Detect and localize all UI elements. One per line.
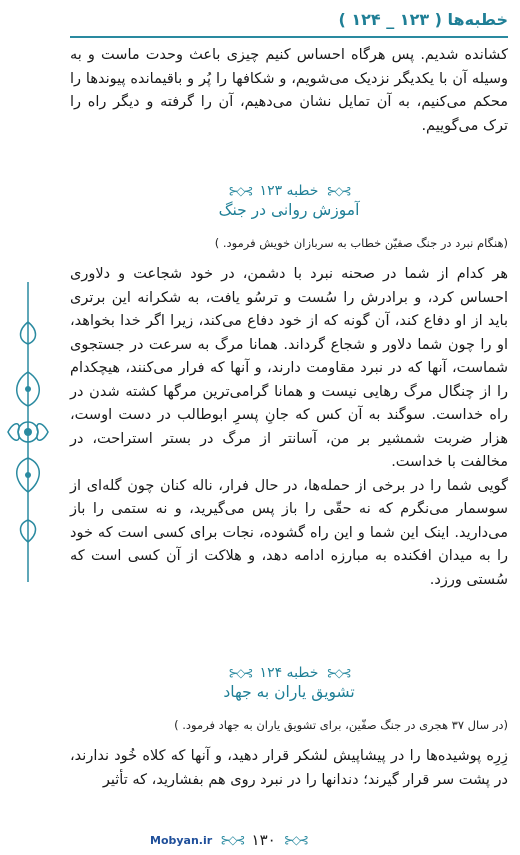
intro-paragraph — [70, 44, 508, 138]
sermon-124-title: تشویق یاران به جهاد — [223, 683, 355, 701]
sermon-124-heading — [70, 662, 508, 701]
site-link[interactable]: Mobyan.ir — [150, 833, 213, 847]
page-footer — [150, 831, 307, 849]
sermon-123-heading — [70, 180, 508, 219]
scroll-flourish-icon: ⊱◇⊰ — [228, 184, 252, 198]
fleur-de-lis-ornament-icon — [4, 282, 52, 582]
sermon-123-body — [70, 263, 508, 592]
sermon-124-note: (در سال ۳۷ هجری در جنگ صفّین، برای تشویق یاران به جهاد فرمود. ) — [174, 718, 508, 732]
scroll-flourish-icon: ⊱◇⊰ — [326, 666, 350, 680]
page-header — [70, 6, 508, 38]
sermon-124-body — [70, 745, 508, 792]
sermon-123-paragraph-1: هر کدام از شما در صحنه نبرد با دشمن، در خود شجاعت و دلاوری احساس کرد، و برادرش را سُست و ترسُو یافت، به شکرانه این برتری باید از او دفاع کند، آن گونه که از خود دفاع می‌کند، زیرا اگر خدا بخواهد، او را چون شما دلاور و شجاع گرداند. همانا مرگ به سرعت در جستجوی شماست، آنها که در نبرد مقاومت دارند، و آنها که فرار می‌کنند، هیچکدام را از چنگال مرگ رهایی نیست و همانا گرامی‌ترین مرگها کشته شدن در راه خداست. سوگند به آن کس که جانِ پسرِ ابوطالب در دست اوست، هزار ضربت شمشیر بر من، آسانتر از مرگ در بستر استراحت، در مخالفت با خداست. — [70, 266, 508, 470]
page-number: ۱۳۰ — [251, 831, 276, 849]
header-title: خطبه‌ها ( ۱۲۳ _ ۱۲۴ ) — [338, 10, 508, 29]
scroll-flourish-icon: ⊱◇⊰ — [228, 666, 252, 680]
intro-text: کشانده شدیم. پس هرگاه احساس کنیم چیزی باعث وحدت ماست و به وسیله آن با یکدیگر نزدیک می‌شویم، و شکافها را پُر و باقیمانده پیوندها را محکم می‌کنیم، به آن تمایل نشان می‌دهیم، آن را گرفته و دیگر راه را ترک می‌گوییم. — [70, 47, 508, 134]
sermon-123-number: خطبه ۱۲۳ — [259, 183, 319, 199]
scroll-flourish-icon: ⊱◇⊰ — [283, 833, 308, 847]
sermon-124-paragraph-1: زِرِه پوشیده‌ها را در پیشاپیش لشکر قرار دهید، و آنها که کلاه خُود ندارند، در پشت سر قرار گیرند؛ دندانها را در نبرد روی هم بفشارید، که تأثیر — [70, 748, 508, 788]
scroll-flourish-icon: ⊱◇⊰ — [326, 184, 350, 198]
scroll-flourish-icon: ⊱◇⊰ — [220, 833, 244, 847]
sermon-123-title: آموزش روانی در جنگ — [218, 201, 360, 219]
sermon-123-note: (هنگام نبرد در جنگ صفیّن خطاب به سربازان خویش فرمود. ) — [214, 236, 508, 250]
sermon-124-number: خطبه ۱۲۴ — [259, 665, 319, 681]
sermon-123-paragraph-2: گویی شما را در برخی از حمله‌ها، در حال فرار، ناله کنان چون گله‌ای از سوسمار می‌نگرم که نه حقّی را باز پس می‌گیرید، و نه ستمی را باز می‌دارید. اینک این شما و این راه گشوده، نجات برای کسی است که خود را به میدان افکنده به مبارزه ادامه دهد، و هلاکت از آن کسی است که سُستی ورزد. — [70, 477, 508, 588]
